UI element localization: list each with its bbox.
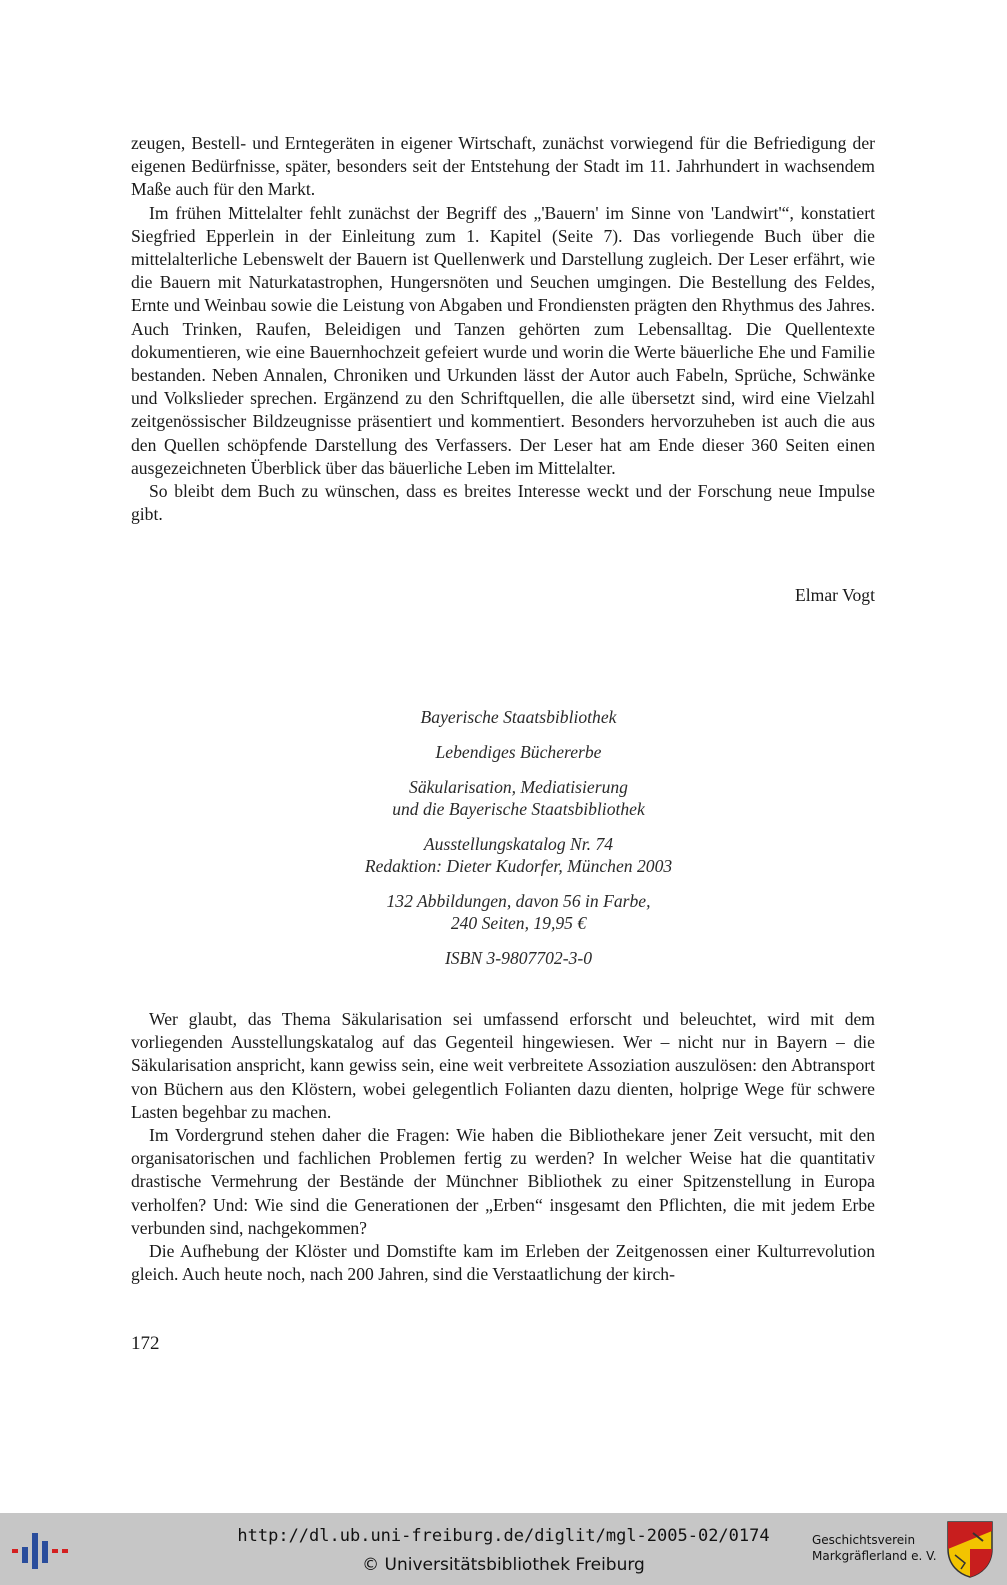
society-name: [812, 1532, 937, 1564]
isbn: ISBN 3-9807702-3-0: [444, 948, 593, 968]
document-url[interactable]: http://dl.ub.uni-freiburg.de/diglit/mgl-2005-02/0174: [237, 1526, 770, 1546]
society-line-1: Geschichtsverein: [812, 1533, 916, 1547]
copyright-notice: © Universitätsbibliothek Freiburg: [362, 1555, 645, 1575]
coat-of-arms-icon: [945, 1519, 995, 1579]
paragraph: Die Aufhebung der Klöster und Domstifte kam im Erleben der Zeitgenossen einer Kulturrevolution gleich. Auch heute noch, nach 200 Jahren, sind die Verstaatlichung der kirch-: [131, 1241, 875, 1285]
series-title: Lebendiges Büchererbe: [435, 742, 602, 762]
society-line-2: Markgräflerland e. V.: [812, 1549, 937, 1563]
review-2-text: [131, 1008, 875, 1286]
book-title-line-2: und die Bayerische Staatsbibliothek: [392, 799, 645, 819]
illustrations: 132 Abbildungen, davon 56 in Farbe,: [386, 891, 651, 911]
paragraph: So bleibt dem Buch zu wünschen, dass es breites Interesse weckt und der Forschung neue Impulse gibt.: [131, 481, 875, 525]
pages-price: 240 Seiten, 19,95 €: [450, 913, 587, 933]
review-1-text: [131, 132, 875, 526]
paragraph: Im frühen Mittelalter fehlt zunächst der Begriff des „'Bauern' im Sinne von 'Landwirt'“, konstatiert Siegfried Epperlein in der Einleitung zum 1. Kapitel (Seite 7). Das vorliegende Buch über die mittelalterliche Lebenswelt der Bauern ist Quellenwerk und Darstellung zugleich. Der Leser erfährt, wie die Bauern mit Naturkatastrophen, Hungersnöten und Seuchen umgingen. Die Bestellung des Feldes, Ernte und Weinbau sowie die Leistung von Abgaben und Frondiensten prägten den Rhythmus des Jahres. Auch Trinken, Raufen, Beleidigen und Tanzen gehörten zum Lebensalltag. Die Quellentexte dokumentieren, wie eine Bauernhochzeit gefeiert wurde und worin die Werte bäuerliche Ehe und Familie bestanden. Neben Annalen, Chroniken und Urkunden lässt der Autor auch Fabeln, Sprüche, Schwänke und Volkslieder sprechen. Ergänzend zu den Schriftquellen, die alle übersetzt sind, wird eine Vielzahl zeitgenössischer Bildzeugnisse präsentiert und kommentiert. Besonders hervorzuheben ist auch die aus den Quellen schöpfende Darstellung des Verfassers. Der Leser hat am Ende dieser 360 Seiten einen ausgezeichneten Überblick über das bäuerliche Leben im Mittelalter.: [131, 202, 875, 478]
editor: Redaktion: Dieter Kudorfer, München 2003: [364, 856, 673, 876]
paragraph: zeugen, Bestell- und Erntegeräten in eigener Wirtschaft, zunächst vorwiegend für die Befriedigung der eigenen Bedürfnisse, später, besonders seit der Entstehung der Stadt im 11. Jahrhundert in wachsendem Maße auch für den Markt.: [131, 133, 875, 200]
paragraph: Wer glaubt, das Thema Säkularisation sei umfassend erforscht und beleuchtet, wird mit dem vorliegenden Ausstellungskatalog auf das Gegenteil hingewiesen. Wer – nicht nur in Bayern – die Säkularisation anspricht, kann gewiss sein, eine weit verbreitete Assoziation auszulösen: den Abtransport von Büchern aus den Klöstern, wobei gelegentlich Folianten dazu dienten, holprige Wege für schwere Lasten begehbar zu machen.: [131, 1009, 875, 1122]
publisher: Bayerische Staatsbibliothek: [420, 707, 617, 727]
footer-bar: [0, 1513, 1007, 1585]
paragraph: Im Vordergrund stehen daher die Fragen: Wie haben die Bibliothekare jener Zeit versucht, mit den organisatorischen und fachlichen Problemen fertig zu werden? In welcher Weise hat die quantitativ drastische Vermehrung der Bestände der Münchner Bibliothek zu einer Spitzenstellung in Europa verholfen? Und: Wie sind die Generationen der „Erben“ insgesamt den Pflichten, die mit jedem Erbe verbunden sind, nachgekommen?: [131, 1125, 875, 1238]
page-number: 172: [131, 1333, 160, 1354]
bibliographic-entry: [131, 706, 906, 969]
catalog-number: Ausstellungskatalog Nr. 74: [423, 834, 614, 854]
review-author: Elmar Vogt: [795, 585, 875, 605]
book-title-line-1: Säkularisation, Mediatisierung: [409, 777, 628, 797]
